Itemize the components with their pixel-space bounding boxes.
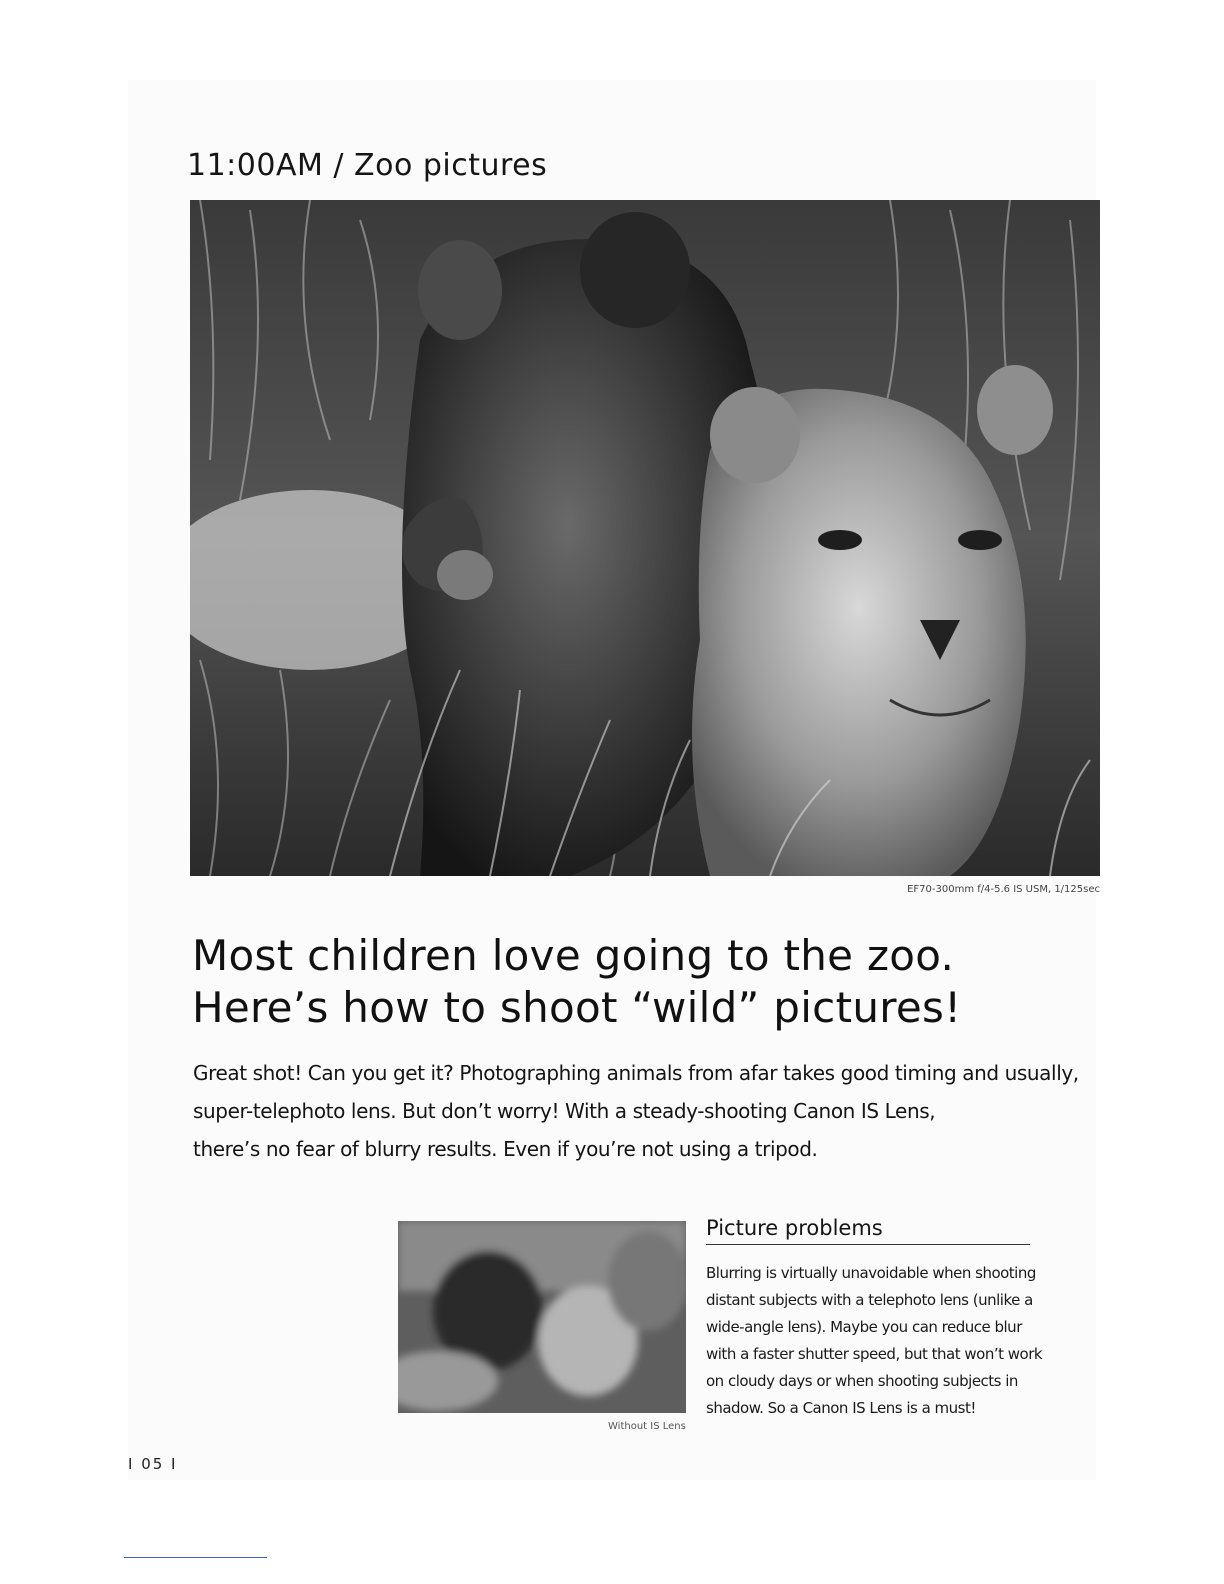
lead-line-2: super-telephoto lens. But don’t worry! With a steady-shooting Canon IS Lens, [193,1099,936,1123]
sidebar-line: wide-angle lens). Maybe you can reduce blur [706,1318,1022,1336]
lead-paragraph [193,1054,1079,1168]
sidebar-line: Blurring is virtually unavoidable when shooting [706,1264,1036,1282]
lead-line-1: Great shot! Can you get it? Photographing animals from afar takes good timing and usually, [193,1061,1079,1085]
headline [192,930,961,1034]
section-heading: 11:00AM / Zoo pictures [187,148,548,183]
lions-photo [190,200,1100,876]
blurry-lions-photo [398,1221,686,1413]
lead-line-3: there’s no fear of blurry results. Even if you’re not using a tripod. [193,1137,818,1161]
sidebar-body [706,1260,1043,1422]
headline-line-1: Most children love going to the zoo. [192,931,955,980]
footer-rule [124,1557,267,1558]
sidebar-line: distant subjects with a telephoto lens (unlike a [706,1291,1033,1309]
sidebar-line: with a faster shutter speed, but that won’t work [706,1345,1043,1363]
hero-photo-caption: EF70-300mm f/4-5.6 IS USM, 1/125sec [907,884,1100,895]
small-photo-caption: Without IS Lens [608,1421,686,1432]
sidebar-line: shadow. So a Canon IS Lens is a must! [706,1399,976,1417]
blurry-lions-illustration [398,1221,686,1413]
headline-line-2: Here’s how to shoot “wild” pictures! [192,983,962,1032]
sidebar-line: on cloudy days or when shooting subjects in [706,1372,1018,1390]
sidebar-title: Picture problems [706,1216,1030,1245]
page-number: I 05 I [128,1455,178,1473]
lions-photo-illustration [190,200,1100,876]
